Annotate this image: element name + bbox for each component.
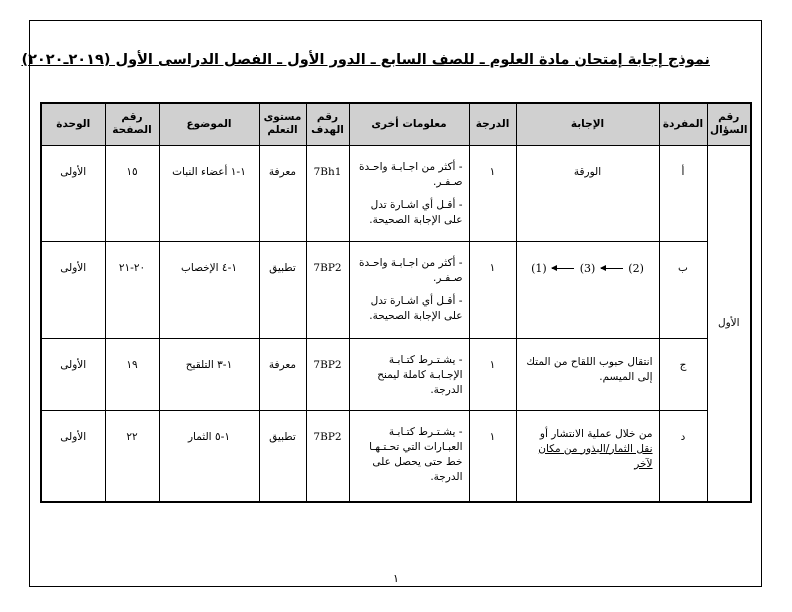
notes-cell — [349, 338, 469, 410]
note-text: - أكثر من اجـابـة واحـدة صـفـر. — [358, 160, 463, 188]
learning-level-cell: تطبيق — [259, 241, 306, 338]
table-row — [41, 338, 751, 410]
note-text: - أقـل أي اشـارة تدل على الإجابة الصحيحة. — [369, 294, 463, 322]
target-code-cell: 7BP2 — [306, 241, 349, 338]
answer-cell: الورقة — [516, 145, 659, 241]
answer-key-table — [40, 102, 752, 503]
header-learning-level: مستوى التعلم — [259, 103, 306, 145]
table-row — [41, 410, 751, 502]
table-header-row — [41, 103, 751, 145]
arrow-left-icon — [601, 268, 623, 269]
answer-cell: انتقال حبوب اللقاح من المتك إلى الميسم. — [516, 338, 659, 410]
note-text: - أكثر من اجـابـة واحـدة صـفـر. — [358, 256, 463, 284]
note-text: - يشـتـرط كتـابـة الإجـابـة كاملة ليمنح الدرجة. — [377, 353, 463, 396]
learning-level-cell: معرفة — [259, 338, 306, 410]
notes-cell — [349, 410, 469, 502]
table-row — [41, 145, 751, 241]
answer-cell — [516, 410, 659, 502]
page-number: ١ — [393, 572, 399, 585]
sequence-step: (2) — [628, 261, 644, 275]
answer-cell — [516, 241, 659, 338]
item-cell: أ — [659, 145, 707, 241]
page-no-cell: ٢٠-٢١ — [105, 241, 159, 338]
answer-text: من خلال عملية الانتشار أو — [539, 427, 653, 440]
item-cell: ب — [659, 241, 707, 338]
unit-cell: الأولى — [41, 145, 105, 241]
sequence-step: (1) — [531, 261, 547, 275]
topic-cell: ١-١ أعضاء النبات — [159, 145, 259, 241]
target-code-cell: 7Bh1 — [306, 145, 349, 241]
page-no-cell: ١٥ — [105, 145, 159, 241]
header-item: المفردة — [659, 103, 707, 145]
header-target-code: رقم الهدف — [306, 103, 349, 145]
header-page-no: رقم الصفحة — [105, 103, 159, 145]
header-unit: الوحدة — [41, 103, 105, 145]
answer-underlined-text: نقل الثمار/البذور من مكان لآخر — [538, 442, 653, 470]
grade-cell: ١ — [469, 410, 516, 502]
grade-cell: ١ — [469, 338, 516, 410]
notes-cell — [349, 241, 469, 338]
header-topic: الموضوع — [159, 103, 259, 145]
table-row — [41, 241, 751, 338]
item-cell: د — [659, 410, 707, 502]
unit-cell: الأولى — [41, 338, 105, 410]
topic-cell: ١-٣ التلقيح — [159, 338, 259, 410]
target-code-cell: 7BP2 — [306, 410, 349, 502]
unit-cell: الأولى — [41, 241, 105, 338]
page-no-cell: ٢٢ — [105, 410, 159, 502]
grade-cell: ١ — [469, 241, 516, 338]
note-text: - يشـتـرط كتـابـة العبـارات التي تحـتـهـا خط حتى يحصل على الدرجة. — [369, 425, 463, 483]
header-notes: معلومات أخرى — [349, 103, 469, 145]
topic-cell: ١-٥ الثمار — [159, 410, 259, 502]
unit-cell: الأولى — [41, 410, 105, 502]
notes-cell — [349, 145, 469, 241]
header-question-no: رقم السؤال — [707, 103, 751, 145]
header-grade: الدرجة — [469, 103, 516, 145]
question-number-cell: الأول — [707, 145, 751, 502]
header-answer: الإجابة — [516, 103, 659, 145]
page-no-cell: ١٩ — [105, 338, 159, 410]
note-text: - أقـل أي اشـارة تدل على الإجابة الصحيحة. — [369, 198, 463, 226]
arrow-left-icon — [552, 268, 574, 269]
arrow-sequence — [531, 262, 644, 275]
learning-level-cell: تطبيق — [259, 410, 306, 502]
learning-level-cell: معرفة — [259, 145, 306, 241]
item-cell: ج — [659, 338, 707, 410]
target-code-cell: 7BP2 — [306, 338, 349, 410]
document-title: نموذج إجابة إمتحان مادة العلوم ـ للصف السابع ـ الدور الأول ـ الفصل الدراسى الأول (٢٠١٩ـ٢٠٢٠) — [21, 52, 710, 68]
grade-cell: ١ — [469, 145, 516, 241]
topic-cell: ١-٤ الإخصاب — [159, 241, 259, 338]
sequence-step: (3) — [579, 261, 596, 275]
